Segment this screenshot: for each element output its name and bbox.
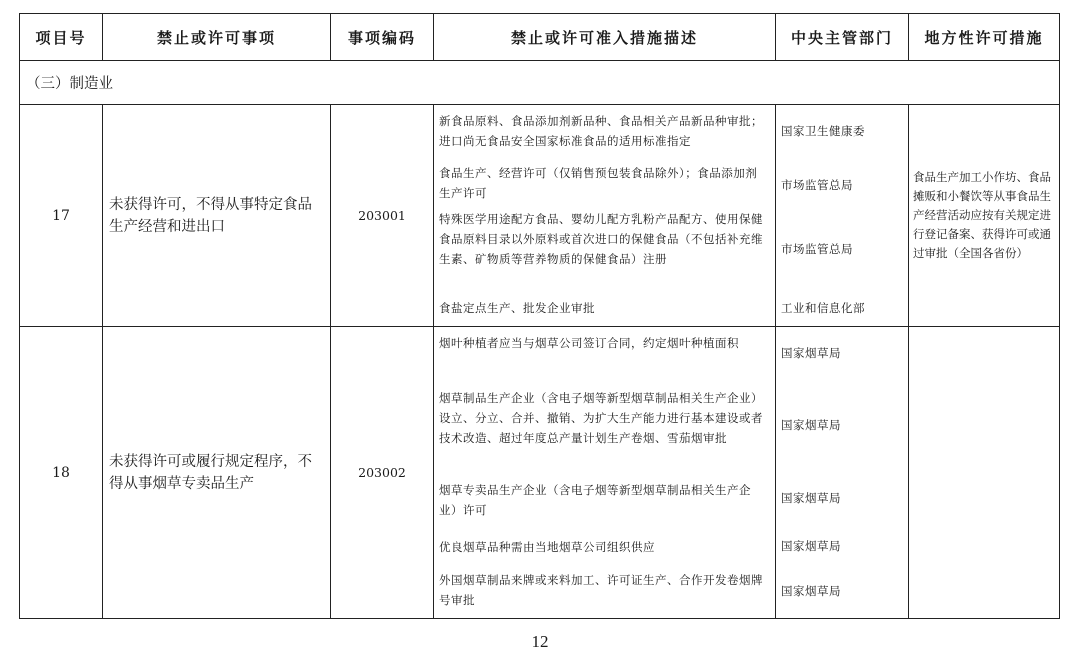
header-dept: 中央主管部门	[776, 14, 909, 61]
header-local: 地方性许可措施	[909, 14, 1060, 61]
measure-text: 优良烟草品种需由当地烟草公司组织供应	[439, 540, 655, 554]
header-row	[20, 14, 1060, 61]
measures-cell	[434, 327, 776, 619]
measure-text: 烟草专卖品生产企业（含电子烟等新型烟草制品相关生产企业）许可	[439, 483, 751, 517]
header-code: 事项编码	[331, 14, 434, 61]
dept-cell	[776, 105, 909, 327]
section-title: （三）制造业	[20, 61, 1060, 105]
dept-text: 国家烟草局	[781, 346, 841, 360]
measure-text: 烟草制品生产企业（含电子烟等新型烟草制品相关生产企业）设立、分立、合并、撤销、为扩大生产能力进行基本建设或者技术改造、超过年度总产量计划生产卷烟、雪茄烟审批	[439, 391, 763, 445]
dept-text: 工业和信息化部	[781, 301, 865, 315]
item-code: 203002	[331, 327, 434, 619]
measures-cell	[434, 105, 776, 327]
header-item: 禁止或许可事项	[103, 14, 331, 61]
measure-text: 外国烟草制品来牌或来料加工、许可证生产、合作开发卷烟牌号审批	[439, 573, 763, 607]
measure-text: 特殊医学用途配方食品、婴幼儿配方乳粉产品配方、使用保健食品原料目录以外原料或首次进口的保健食品（不包括补充维生素、矿物质等营养物质的保健食品）注册	[439, 212, 763, 266]
local-measure	[909, 327, 1060, 619]
item-name: 未获得许可，不得从事特定食品生产经营和进出口	[103, 105, 331, 327]
measure-text: 新食品原料、食品添加剂新品种、食品相关产品新品种审批；进口尚无食品安全国家标准食品的适用标准指定	[439, 114, 763, 148]
section-row	[20, 61, 1060, 105]
item-name: 未获得许可或履行规定程序，不得从事烟草专卖品生产	[103, 327, 331, 619]
table-row	[20, 105, 1060, 327]
dept-text: 国家烟草局	[781, 584, 841, 598]
item-number: 18	[20, 327, 103, 619]
negative-list-table	[19, 13, 1060, 619]
item-code: 203001	[331, 105, 434, 327]
table-row	[20, 327, 1060, 619]
item-number: 17	[20, 105, 103, 327]
measure-text: 烟叶种植者应当与烟草公司签订合同，约定烟叶种植面积	[439, 336, 739, 350]
measure-text: 食品生产、经营许可（仅销售预包装食品除外）；食品添加剂生产许可	[439, 166, 758, 200]
dept-text: 国家卫生健康委	[781, 124, 865, 138]
dept-text: 国家烟草局	[781, 418, 841, 432]
dept-text: 国家烟草局	[781, 491, 841, 505]
header-desc: 禁止或许可准入措施描述	[434, 14, 776, 61]
dept-text: 市场监管总局	[781, 178, 853, 192]
dept-cell	[776, 327, 909, 619]
dept-text: 市场监管总局	[781, 242, 853, 256]
header-no: 项目号	[20, 14, 103, 61]
measure-text: 食盐定点生产、批发企业审批	[439, 301, 595, 315]
local-measure: 食品生产加工小作坊、食品摊贩和小餐饮等从事食品生产经营活动应按有关规定进行登记备案、获得许可或通过审批（全国各省份）	[909, 105, 1060, 327]
page-number: 12	[531, 632, 549, 651]
dept-text: 国家烟草局	[781, 539, 841, 553]
